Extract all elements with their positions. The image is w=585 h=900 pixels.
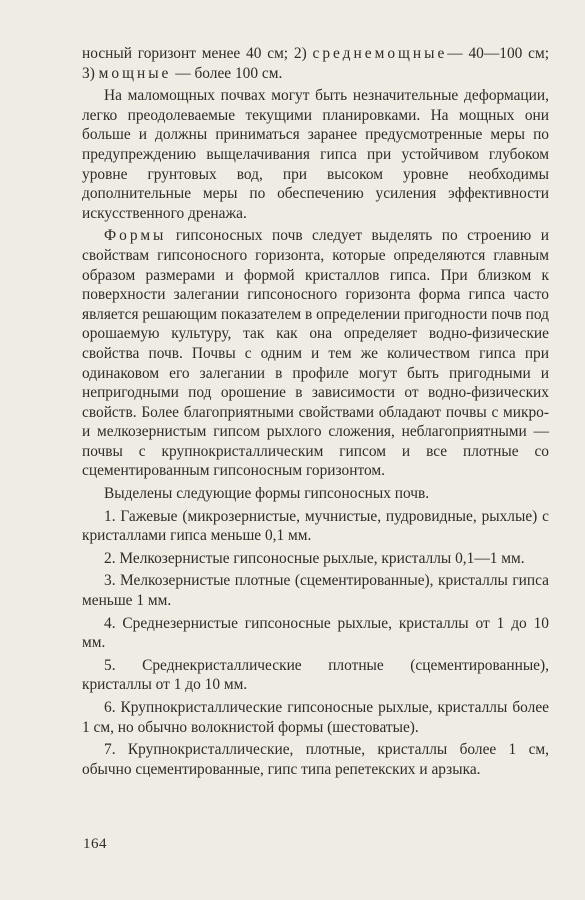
emphasis-term: Формы: [104, 227, 167, 245]
list-item: 2. Мелкозернистые гипсоносные рыхлые, кристаллы 0,1—1 мм.: [104, 549, 525, 567]
emphasis-term: среднемощные: [312, 45, 448, 62]
paragraph-deformations: На маломощных почвах могут быть незначительные деформации, легко преодолеваемые текущими планировками. На мощных они больше и должны приниматься заранее предусмотренные меры по предупреждению выщелачивания гипса при устойчивом глубоком уровне грунтовых вод, при высоком уровне необходимы дополнительные меры по обеспечению усиления эффективности искусственного дренажа.: [82, 87, 549, 222]
emphasis-term: мощные: [98, 64, 172, 82]
list-item: 7. Крупнокристаллические, плотные, кристаллы более 1 см, обычно сцементированные, гипс типа репетекских и арзыка.: [82, 741, 549, 778]
list-item: 5. Среднекристаллические плотные (сцементированные), кристаллы от 1 до 10 мм.: [82, 656, 549, 694]
paragraph-forms: Формы гипсоносных почв следует выделять по строению и свойствам гипсоносного горизонта, которые определяются главным образом размерами и формой кристаллов гипса. При близком к поверхности залегании гипсоносного горизонта форма гипса часто является решающим показателем в определении пригодности почв под орошаемую культуру, так как она определяет водно-физические свойства почв. Почвы с одним и тем же количеством гипса при одинаковом его залегании в профиле могут быть пригодными и непригодными под орошение в зависимости от водно-физических свойств. Более благоприятными свойствами обладают почвы с микро- и мелкозернистым гипсом рыхлого сложения, неблагоприятными — почвы с крупнокристаллическим гипсом и все плотные со сцементированным гипсоносным горизонтом.: [82, 227, 549, 480]
list-item: 3. Мелкозернистые плотные (сцементированные), кристаллы гипса меньше 1 мм.: [82, 572, 549, 610]
paragraph-continuation: носный горизонт менее 40 см; 2) среднемощные— 40—100 см; 3) мощные — более 100 см.: [82, 45, 549, 82]
page-number: 164: [83, 836, 107, 852]
paragraph-list-intro: Выделены следующие формы гипсоносных почв.: [104, 485, 430, 503]
list-item: 4. Среднезернистые гипсоносные рыхлые, кристаллы от 1 до 10 мм.: [82, 614, 549, 652]
list-item: 6. Крупнокристаллические гипсоносные рыхлые, кристаллы более 1 см, но обычно волокнистой формы (шестоватые).: [82, 699, 549, 736]
body-text: [82, 44, 549, 779]
list-item: 1. Гажевые (микрозернистые, мучнистые, пудровидные, рыхлые) с кристаллами гипса меньше 0,1 мм.: [82, 507, 549, 545]
